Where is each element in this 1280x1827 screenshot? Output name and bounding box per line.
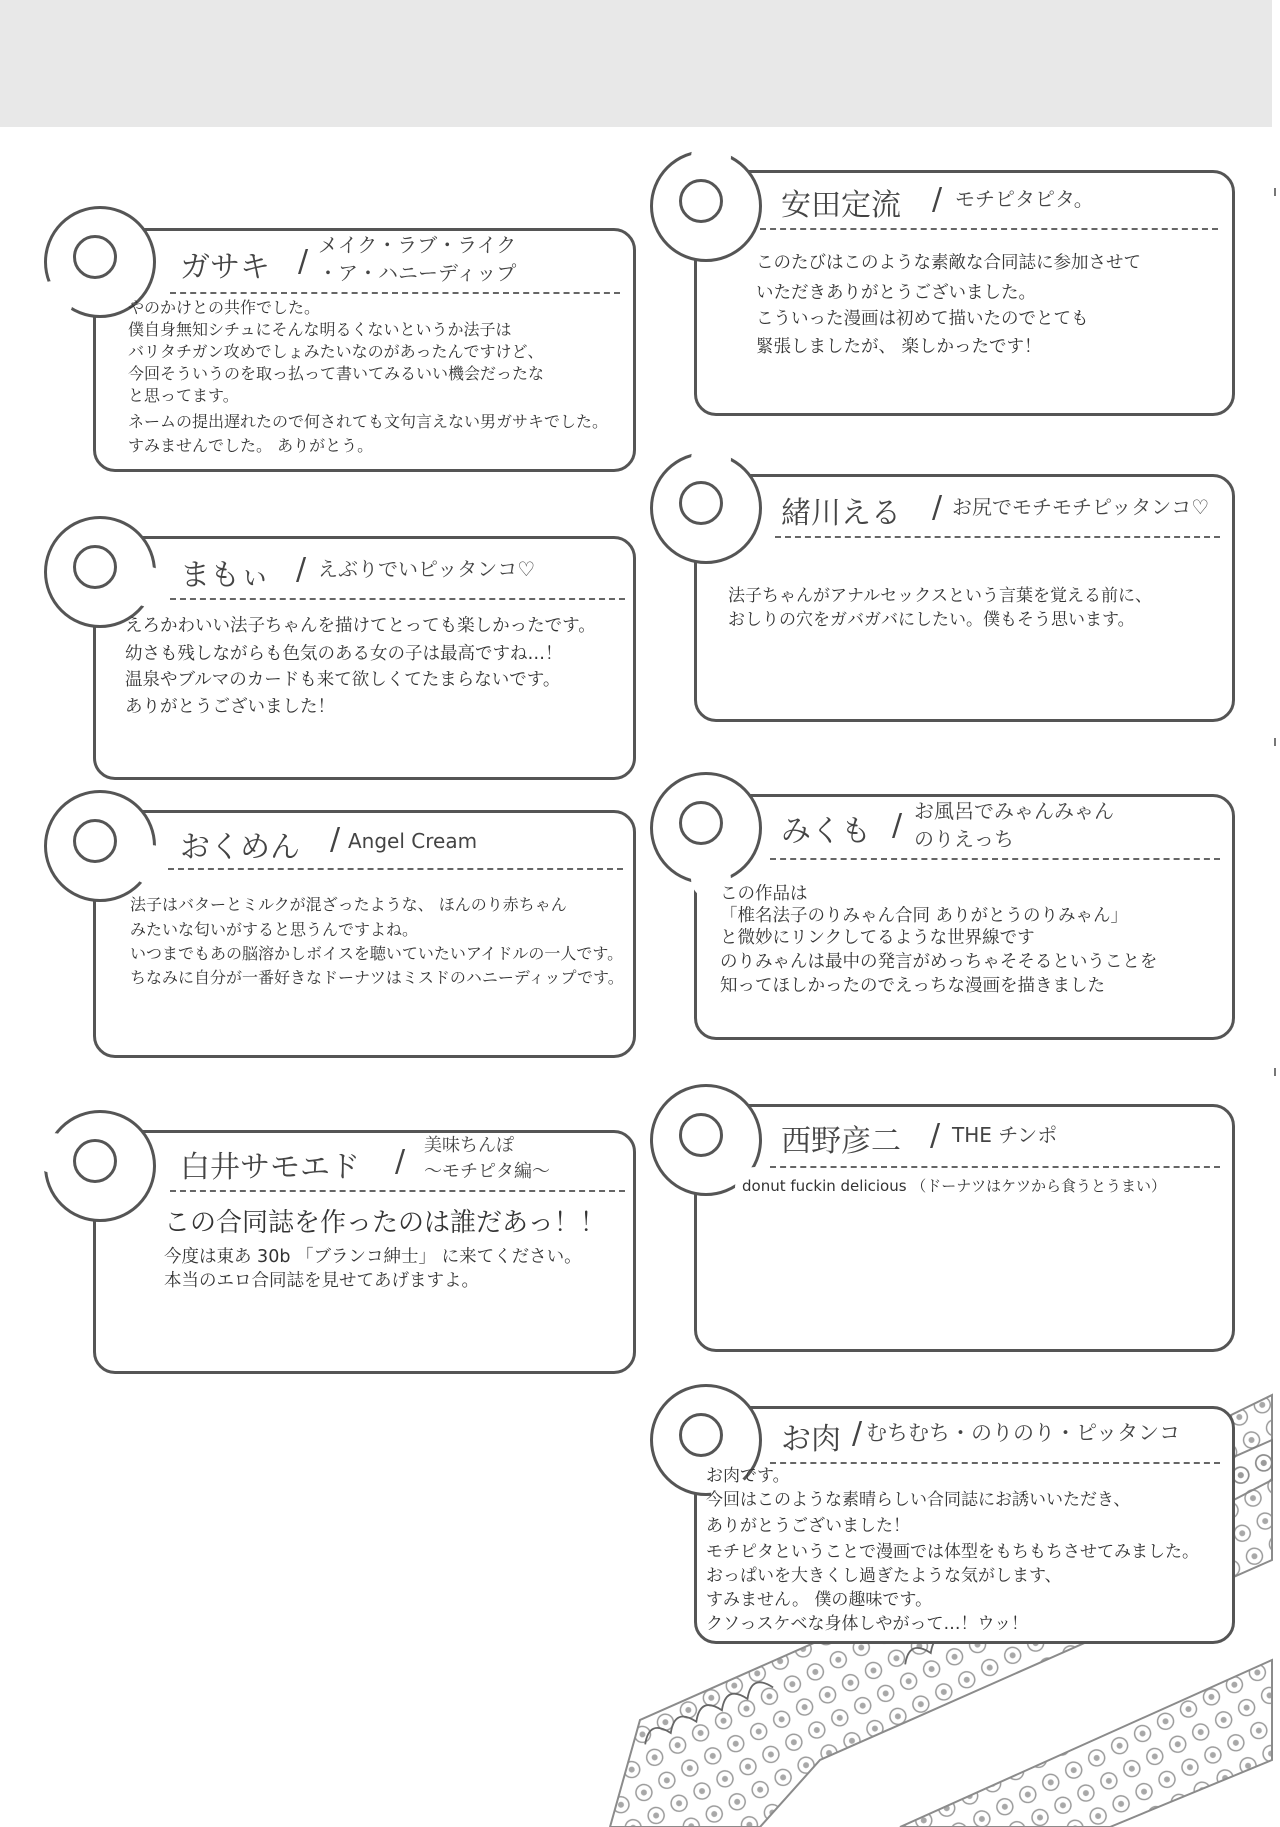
comment-line: 幼さも残しながらも色気のある女の子は最高ですね…！ xyxy=(125,644,563,664)
author-subtitle-line-2: のりえっち xyxy=(914,827,1014,851)
comment-line: 法子ちゃんがアナルセックスという言葉を覚える前に、 xyxy=(728,586,1152,606)
author-name: みくも xyxy=(781,814,871,849)
comment-line: ちなみに自分が一番好きなドーナツはミスドのハニーディップです。 xyxy=(130,968,624,987)
author-name: 安田定流 xyxy=(781,188,901,223)
comment-line: 温泉やブルマのカードも来て欲しくてたまらないです。 xyxy=(125,670,561,690)
author-subtitle-line-1: お風呂でみゃんみゃん xyxy=(914,799,1114,823)
divider xyxy=(775,536,1220,538)
comment-line: えろかわいい法子ちゃんを描けてとっても楽しかったです。 xyxy=(125,616,596,636)
comment-line: ネームの提出遅れたので何されても文句言えない男ガサキでした。 xyxy=(128,412,609,431)
comment-line: クソっスケベな身体しやがって…！ウッ！ xyxy=(706,1614,1029,1634)
comment-line: おっぱいを大きくし過ぎたような気がします、 xyxy=(706,1566,1062,1586)
comment-line: 今回はこのような素晴らしい合同誌にお誘いいただき、 xyxy=(706,1490,1131,1510)
margin-mark xyxy=(1274,188,1276,196)
comment-line: いつまでもあの脳溶かしボイスを聴いていたいアイドルの一人です。 xyxy=(130,944,624,963)
author-subtitle-line-1: メイク・ラブ・ライク xyxy=(318,233,517,257)
author-name: 西野彦二 xyxy=(781,1124,901,1159)
comment-line: モチピタということで漫画では体型をもちもちさせてみました。 xyxy=(706,1542,1199,1562)
comment-line: おしりの穴をガバガバにしたい。僕もそう思います。 xyxy=(728,610,1135,630)
name-separator: / xyxy=(932,182,943,217)
author-name: お肉 xyxy=(781,1422,841,1457)
name-separator: / xyxy=(330,822,341,857)
comment-line: この作品は xyxy=(720,884,808,904)
comment-line: お肉です。 xyxy=(706,1466,790,1486)
author-subtitle-line-2: ・ア・ハニーディップ xyxy=(318,261,517,285)
divider xyxy=(168,868,623,870)
comment-line: 法子はバターとミルクが混ざったような、 ほんのり赤ちゃん xyxy=(130,895,567,914)
name-separator: / xyxy=(892,808,903,843)
comment-line: ありがとうございました！ xyxy=(125,697,335,717)
comment-line: 緊張しましたが、 楽しかったです！ xyxy=(756,337,1042,357)
author-subtitle-line-1: むちむち・のりのり・ピッタンコ xyxy=(866,1421,1181,1445)
author-name: まもぃ xyxy=(180,558,270,593)
author-subtitle-line-1: お尻でモチモチピッタンコ♡ xyxy=(952,495,1210,519)
name-separator: / xyxy=(395,1144,406,1179)
author-subtitle-line-1: Angel Cream xyxy=(348,829,478,853)
donut-icon xyxy=(44,790,156,902)
comment-line: こういった漫画は初めて描いたのでとても xyxy=(756,309,1089,329)
comment-line: いただきありがとうございました。 xyxy=(756,283,1036,303)
margin-mark xyxy=(1274,1068,1276,1076)
name-separator: / xyxy=(298,244,309,279)
donut-icon xyxy=(44,1110,156,1222)
name-separator: / xyxy=(852,1416,863,1451)
comment-line: 「椎名法子のりみゃん合同 ありがとうのりみゃん」 xyxy=(720,906,1129,926)
comment-line: と微妙にリンクしてるような世界線です xyxy=(720,928,1035,948)
author-subtitle-line-1: えぶりでいピッタンコ♡ xyxy=(318,557,536,581)
donut-icon xyxy=(650,772,762,884)
donut-icon xyxy=(650,150,762,262)
author-name: 白井サモエド xyxy=(180,1150,360,1185)
author-name: ガサキ xyxy=(180,250,270,285)
author-subtitle-line-1: THE チンポ xyxy=(952,1123,1058,1147)
comment-line: すみませんでした。 ありがとう。 xyxy=(128,436,374,455)
donut-icon xyxy=(44,516,156,628)
author-subtitle-line-2: ～モチピタ編～ xyxy=(424,1161,550,1182)
divider xyxy=(770,1166,1220,1168)
comment-line: 知ってほしかったのでえっちな漫画を描きました xyxy=(720,976,1105,996)
comment-line: やのかけとの共作でした。 xyxy=(128,298,321,317)
comment-line: のりみゃんは最中の発言がめっちゃそそるということを xyxy=(720,952,1158,972)
name-separator: / xyxy=(932,490,943,525)
divider xyxy=(170,598,625,600)
author-name: 緒川える xyxy=(781,496,901,531)
divider xyxy=(170,1190,625,1192)
comment-line: このたびはこのような素敵な合同誌に参加させて xyxy=(756,253,1141,273)
comment-headline: この合同誌を作ったのは誰だあっ！！ xyxy=(164,1208,606,1238)
name-separator: / xyxy=(296,552,307,587)
comment-line: バリタチガン攻めでしょみたいなのがあったんですけど、 xyxy=(128,342,544,361)
donut-icon xyxy=(650,452,762,564)
comment-line: donut fuckin delicious （ドーナツはケツから食うとうまい） xyxy=(742,1177,1166,1195)
author-subtitle-line-1: 美味ちんぽ xyxy=(424,1135,514,1156)
comment-line: 僕自身無知シチュにそんな明るくないというか法子は xyxy=(128,320,512,339)
comment-line: 本当のエロ合同誌を見せてあげますよ。 xyxy=(164,1271,479,1291)
comment-line: 今度は東あ 30b 「ブランコ紳士」 に来てください。 xyxy=(164,1247,582,1267)
comment-line: 今回そういうのを取っ払って書いてみるいい機会だったな xyxy=(128,364,545,383)
divider xyxy=(770,1462,1220,1464)
comment-line: と思ってます。 xyxy=(128,386,239,405)
divider xyxy=(770,858,1220,860)
name-separator: / xyxy=(930,1118,941,1153)
divider xyxy=(170,292,620,294)
comment-line: ありがとうございました！ xyxy=(706,1516,910,1536)
author-name: おくめん xyxy=(180,830,300,865)
author-subtitle-line-1: モチピタピタ。 xyxy=(955,187,1094,211)
divider xyxy=(760,228,1218,230)
margin-mark xyxy=(1274,738,1276,746)
comment-line: みたいな匂いがすると思うんですよね。 xyxy=(130,920,419,939)
comment-line: すみません。 僕の趣味です。 xyxy=(706,1590,933,1610)
